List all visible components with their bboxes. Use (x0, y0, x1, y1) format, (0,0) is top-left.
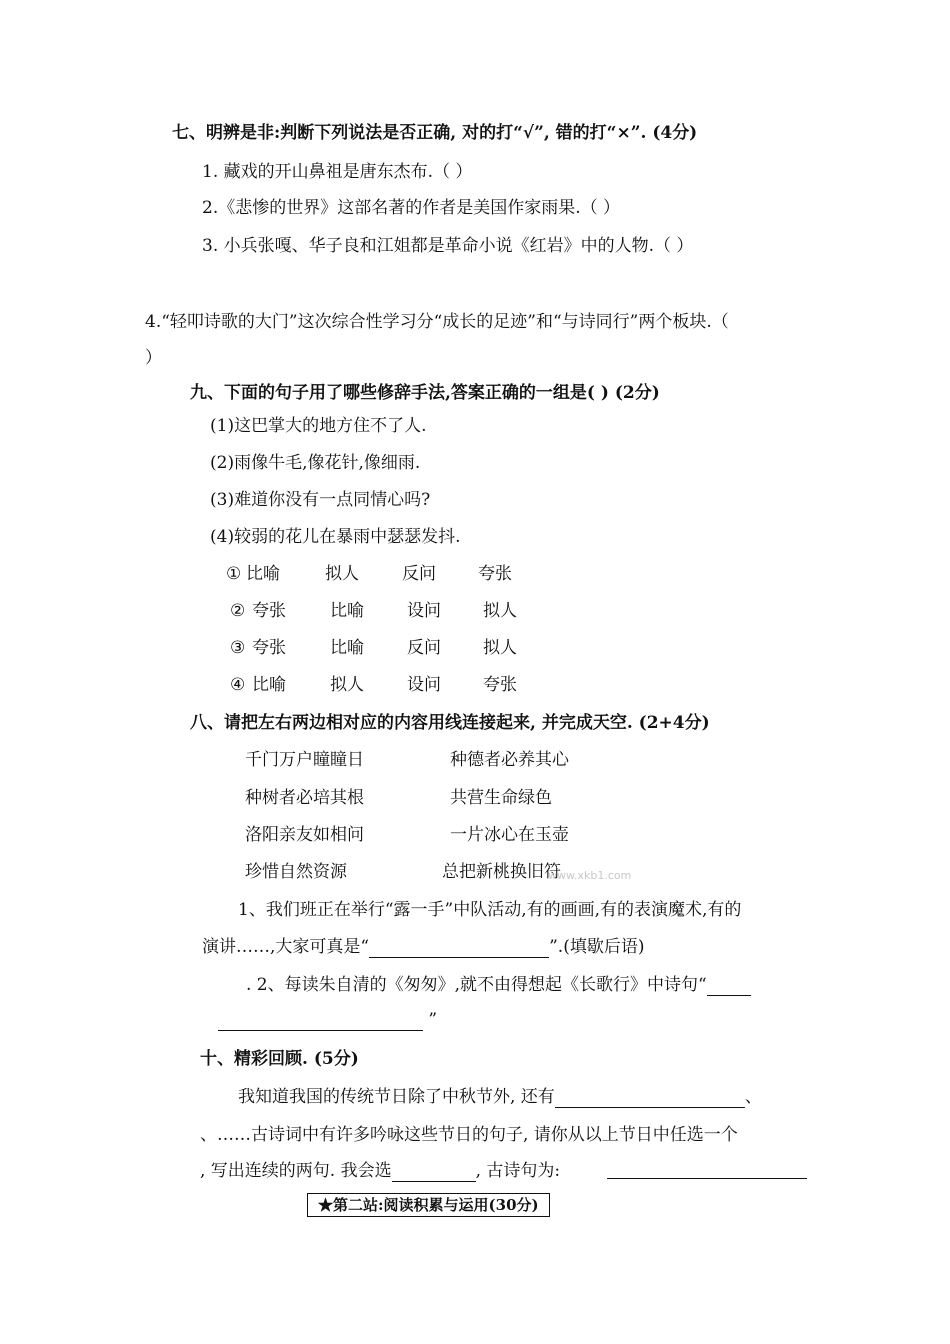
answer-blank[interactable] (707, 977, 751, 996)
answer-blank[interactable] (607, 1178, 807, 1179)
station-2-banner: ★第二站:阅读积累与运用(30分) (307, 1193, 550, 1217)
match-left-2: 种树者必培其根 (245, 788, 364, 808)
fill-question-1-cont (202, 936, 644, 958)
judgment-item-4: 4.“轻叩诗歌的大门”这次综合性学习分“成长的足迹”和“与诗同行”两个板块.（ (145, 312, 729, 332)
match-left-4: 珍惜自然资源 (245, 862, 347, 882)
judgment-item-1: 1. 藏戏的开山鼻祖是唐东杰布.（ ） (202, 162, 473, 182)
sentence-2: (2)雨像牛毛,像花针,像细雨. (210, 453, 421, 473)
option-term: 反问 (407, 638, 441, 658)
option-term: 比喻 (330, 601, 364, 621)
judgment-item-4-close: ） (145, 348, 162, 368)
option-term: 夸张 (252, 601, 286, 621)
option-term: 夸张 (478, 564, 512, 584)
answer-blank[interactable] (218, 1012, 423, 1031)
section-7-title: 七、明辨是非:判断下列说法是否正确, 对的打“√”, 错的打“×”. (4分) (172, 123, 698, 143)
sentence-3: (3)难道你没有一点同情心吗? (210, 490, 431, 510)
option-term: 拟人 (483, 638, 517, 658)
fill-question-2-text: . 2、每读朱自清的《匆匆》,就不由得想起《长歌行》中诗句“ (246, 975, 707, 995)
judgment-item-2: 2.《悲惨的世界》这部名著的作者是美国作家雨果.（ ） (202, 198, 621, 218)
section-9-title: 九、下面的句子用了哪些修辞手法,答案正确的一组是( ) (2分) (190, 383, 660, 403)
recall-line-3 (200, 1160, 560, 1182)
fill-question-1: 1、我们班正在举行“露一手”中队活动,有的画画,有的表演魔术,有的 (238, 900, 742, 920)
recall-line-3-suffix: , 古诗句为: (475, 1161, 561, 1181)
option-number: ② (230, 601, 246, 621)
option-term: 拟人 (325, 564, 359, 584)
option-term: 反问 (402, 564, 436, 584)
option-term: 夸张 (252, 638, 286, 658)
judgment-item-3: 3. 小兵张嘎、华子良和江姐都是革命小说《红岩》中的人物.（ ） (202, 236, 694, 256)
option-number: ④ (230, 675, 246, 695)
fill-question-2-cont (218, 1009, 437, 1031)
option-number: ① (226, 564, 242, 584)
sentence-1: (1)这巴掌大的地方住不了人. (210, 416, 427, 436)
recall-line-1-text: 我知道我国的传统节日除了中秋节外, 还有 (238, 1087, 555, 1107)
section-8-title: 八、请把左右两边相对应的内容用线连接起来, 并完成天空. (2+4分) (190, 713, 710, 733)
sentence-4: (4)较弱的花儿在暴雨中瑟瑟发抖. (210, 527, 461, 547)
answer-blank[interactable] (392, 1163, 476, 1182)
match-right-2: 共营生命绿色 (450, 788, 552, 808)
fill-question-2 (246, 974, 751, 996)
answer-blank[interactable] (555, 1089, 745, 1108)
option-term: 拟人 (483, 601, 517, 621)
option-number: ③ (230, 638, 246, 658)
watermark: www.xkb1.com (548, 869, 632, 882)
fill-question-1-suffix: ”.(填歇后语) (549, 937, 645, 957)
fill-question-1-text: 演讲……,大家可真是“ (202, 937, 370, 957)
recall-line-3-text: , 写出连续的两句. 我会选 (200, 1161, 392, 1181)
option-term: 比喻 (252, 675, 286, 695)
option-term: 设问 (407, 675, 441, 695)
recall-line-2: 、……古诗词中有许多吟咏这些节日的句子, 请你从以上节日中任选一个 (200, 1125, 738, 1145)
match-left-1: 千门万户瞳瞳日 (245, 750, 364, 770)
match-right-3: 一片冰心在玉壶 (450, 825, 569, 845)
match-right-4: 总把新桃换旧符 (442, 862, 561, 882)
option-term: 比喻 (246, 564, 280, 584)
recall-line-1 (238, 1086, 762, 1108)
fill-question-2-close: ” (428, 1010, 438, 1030)
section-10-title: 十、精彩回顾. (5分) (200, 1049, 359, 1069)
answer-blank[interactable] (369, 939, 549, 958)
option-term: 设问 (407, 601, 441, 621)
match-right-1: 种德者必养其心 (450, 750, 569, 770)
option-term: 夸张 (483, 675, 517, 695)
match-left-3: 洛阳亲友如相问 (245, 825, 364, 845)
option-term: 拟人 (330, 675, 364, 695)
option-term: 比喻 (330, 638, 364, 658)
recall-line-1-suffix: 、 (744, 1087, 762, 1107)
